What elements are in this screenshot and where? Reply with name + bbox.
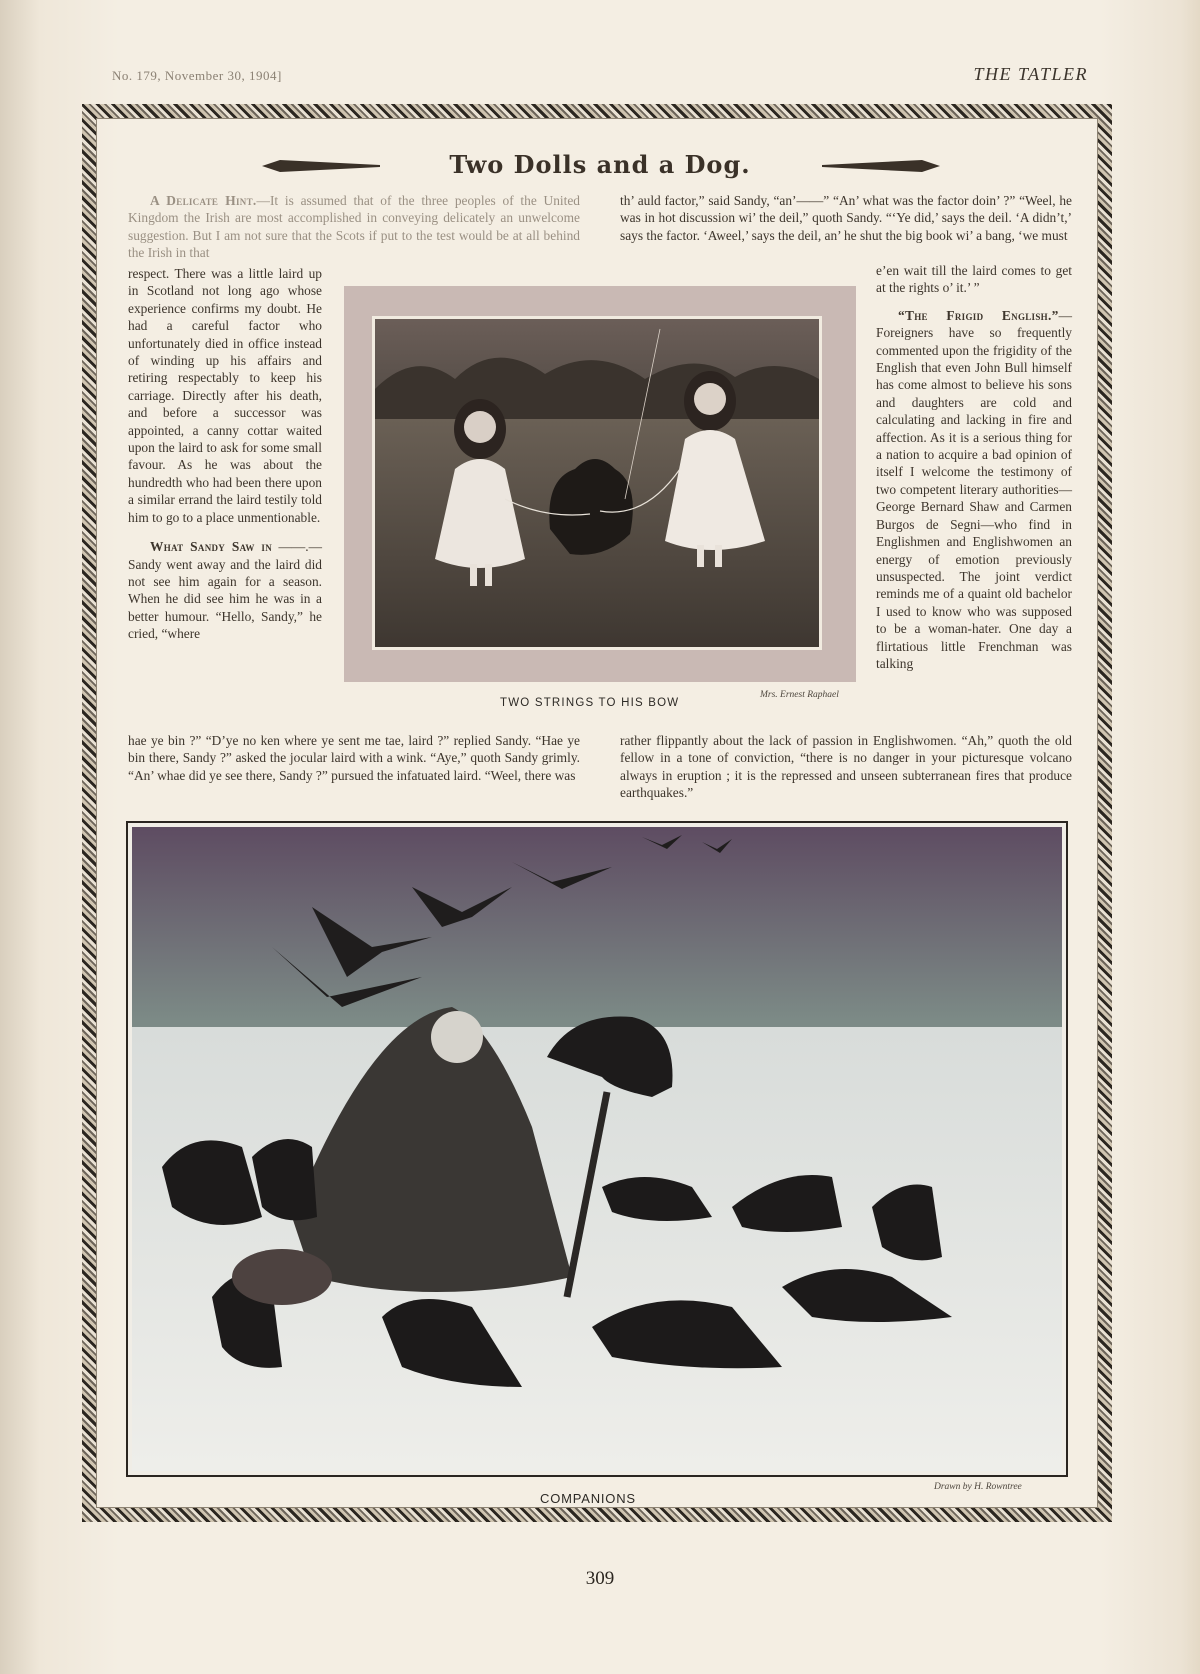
photo-credit: Mrs. Ernest Raphael bbox=[760, 690, 839, 700]
volcano-text: rather flippantly about the lack of passion in Englishwomen. “Ah,” quoth the old fellow in a tone of conviction, “there is no danger in your picturesque volcano always in eruption ; it is the repressed and unseen subterranean fires that produce earthquakes.” bbox=[620, 733, 1072, 801]
right-column-narrow bbox=[876, 262, 1072, 672]
article-headline bbox=[0, 150, 1200, 179]
sandy-text: ——.—Sandy went away and the laird did not see him again for a season. When he did see him he was in a better humour. “Hello, Sandy,” he cried, “where bbox=[128, 539, 322, 642]
deil-conclusion: e’en wait till the laird comes to get at the rights o’ it.’ ” bbox=[876, 263, 1072, 296]
companions-illustration bbox=[132, 827, 1062, 1471]
laird-story: respect. There was a little laird up in Scotland not long ago whose experience confirms my doubt. He had a careful factor who unfortunately died in office instead of winding up his affairs and retiring respectably to keep his carriage. Directly after his death, and before a successor was appointed, a canny cottar waited upon the laird to ask for some small favour. As he was about the hundredth who had been there upon a similar errand the laird testily told him to go to a place unmentionable. bbox=[128, 266, 322, 525]
plate-credit: Drawn by H. Rowntree bbox=[934, 1482, 1022, 1492]
runin-delicate-hint: A Delicate Hint. bbox=[150, 193, 257, 208]
running-header-date: No. 179, November 30, 1904] bbox=[112, 68, 282, 83]
factor-dialogue: th’ auld factor,” said Sandy, “an’——” “An’ what was the factor doin’ ?” “Weel, he was in hot discussion wi’ the deil,” quoth Sandy. “‘Ye did,’ says the deil. ‘A didn’t,’ says the factor. ‘Aweel,’ says the deil, an’ he shut the big book wi’ a bang, ‘we must bbox=[620, 193, 1072, 243]
left-column-bottom bbox=[128, 732, 580, 784]
right-ornament-icon bbox=[820, 158, 940, 174]
plate-caption: COMPANIONS bbox=[540, 1491, 636, 1506]
running-header-title: THE TATLER bbox=[973, 64, 1088, 84]
left-column-intro bbox=[128, 192, 580, 262]
right-column-top bbox=[620, 192, 1072, 244]
runin-frigid-english: “The Frigid English.” bbox=[898, 307, 1059, 323]
intro-text: —It is assumed that of the three peoples of the United Kingdom the Irish are most accomplished in conveying delicately an unwelcome suggestion. But I am not sure that the Scots if put to the test would be at all behind the Irish in that bbox=[128, 193, 580, 261]
page-number: 309 bbox=[585, 1568, 615, 1589]
dolls-photo bbox=[372, 316, 822, 650]
right-column-bottom bbox=[620, 732, 1072, 802]
headline-text: Two Dolls and a Dog. bbox=[449, 150, 751, 179]
left-column-narrow bbox=[128, 265, 322, 643]
sandy-dialogue: hae ye bin ?” “D’ye no ken where ye sent me tae, laird ?” replied Sandy. “Hae ye bin there, Sandy ?” asked the jocular laird with a wink. “Aye,” quoth Sandy grimly. “An’ whae did ye see there, Sandy ?” pursued the infatuated laird. “Weel, there was bbox=[128, 733, 580, 783]
frigid-text: —Foreigners have so frequently commented upon the frigidity of the English that even John Bull himself has come almost to believe his sons and daughters are cold and calculating and lacking in fire and affection. As it is a serious thing for a nation to acquire a bad opinion of itself I welcome the testimony of two competent literary authorities—George Bernard Shaw and Carmen Burgos de Segni—who find in Englishmen and Englishwomen an energy of emotion previously unsuspected. The joint verdict reminds me of a quaint old bachelor I used to know who was supposed to be a woman-hater. One day a flirtatious little Frenchman was talking bbox=[876, 307, 1072, 671]
dolls-and-dog-image bbox=[375, 319, 819, 647]
runin-what-sandy-saw: What Sandy Saw in bbox=[150, 539, 273, 555]
photo-caption: TWO STRINGS TO HIS BOW bbox=[500, 697, 680, 709]
crows-and-old-woman-image bbox=[132, 827, 1062, 1471]
